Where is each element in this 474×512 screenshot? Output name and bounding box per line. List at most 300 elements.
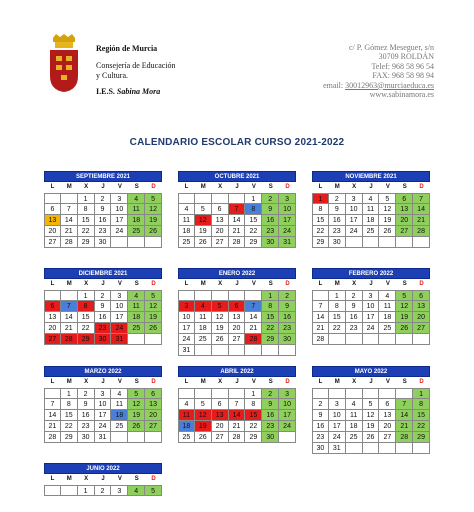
day-cell: 1 [78,485,95,496]
day-cell: 28 [61,237,78,248]
weekday-label: L [318,281,323,287]
day-cell: 2 [78,388,95,399]
day-cell: 4 [111,388,128,399]
day-cell: 23 [312,432,329,443]
empty-cell [413,237,430,248]
weekday-label: L [50,184,55,190]
month-calendar [178,268,296,356]
day-cell: 4 [178,399,195,410]
week-row [44,301,162,312]
day-cell: 20 [229,323,246,334]
weekday-header [312,377,430,388]
weekday-header [178,279,296,290]
empty-cell [145,432,162,443]
day-cell: 2 [279,290,296,301]
day-cell: 5 [379,193,396,204]
day-cell: 7 [312,301,329,312]
day-cell: 23 [329,226,346,237]
day-cell: 10 [363,301,380,312]
day-cell: 23 [262,226,279,237]
weekday-label: L [50,476,55,482]
day-cell: 25 [379,323,396,334]
weekday-label: X [84,379,89,385]
day-cell: 28 [229,432,246,443]
day-cell: 12 [195,215,212,226]
empty-cell [212,290,229,301]
day-cell: 21 [44,421,61,432]
day-cell: 30 [312,443,329,454]
empty-cell [396,388,413,399]
day-cell: 27 [229,334,246,345]
day-cell: 31 [279,237,296,248]
week-row [44,226,162,237]
day-cell: 12 [195,410,212,421]
day-cell: 22 [78,226,95,237]
weekday-label: V [117,379,122,385]
empty-cell [229,290,246,301]
weekday-label: J [235,184,239,190]
day-cell: 16 [312,421,329,432]
week-row [178,215,296,226]
weekday-label: X [84,184,89,190]
empty-cell [44,290,61,301]
empty-cell [212,388,229,399]
day-cell: 9 [262,204,279,215]
day-cell: 3 [111,290,128,301]
day-cell: 6 [44,301,61,312]
day-cell: 17 [279,410,296,421]
day-cell: 5 [145,485,162,496]
week-row [44,421,162,432]
empty-cell [329,334,346,345]
day-cell: 25 [178,432,195,443]
day-cell: 16 [329,215,346,226]
day-cell: 6 [212,399,229,410]
day-cell: 29 [245,432,262,443]
day-cell: 27 [379,432,396,443]
day-cell: 22 [312,226,329,237]
day-cell: 4 [346,399,363,410]
day-grid [44,485,162,496]
day-cell: 6 [413,290,430,301]
day-cell: 3 [111,485,128,496]
day-cell: 17 [111,312,128,323]
day-cell: 3 [346,193,363,204]
day-cell: 26 [145,226,162,237]
weekday-label: D [285,184,290,190]
day-cell: 26 [396,323,413,334]
day-cell: 1 [78,290,95,301]
day-cell: 25 [128,323,145,334]
month-title: NOVIEMBRE 2021 [312,171,430,182]
day-cell: 15 [245,410,262,421]
empty-cell [279,432,296,443]
weekday-label: X [352,379,357,385]
month-calendar [44,366,162,443]
day-cell: 16 [95,215,112,226]
day-cell: 15 [78,215,95,226]
day-cell: 12 [128,399,145,410]
weekday-label: D [419,281,424,287]
day-cell: 7 [245,301,262,312]
weekday-header [44,279,162,290]
day-cell: 20 [44,323,61,334]
weekday-label: J [101,379,105,385]
website[interactable]: www.sabinamora.es [369,90,434,100]
day-cell: 27 [212,432,229,443]
empty-cell [44,388,61,399]
weekday-label: M [200,184,206,190]
day-cell: 31 [95,432,112,443]
day-cell: 22 [413,421,430,432]
day-cell: 9 [312,410,329,421]
day-cell: 18 [379,312,396,323]
day-cell: 23 [78,421,95,432]
day-cell: 20 [44,226,61,237]
day-cell: 28 [61,334,78,345]
day-cell: 28 [312,334,329,345]
day-cell: 12 [145,204,162,215]
day-cell: 29 [78,237,95,248]
day-cell: 29 [245,237,262,248]
day-cell: 7 [396,399,413,410]
week-row [44,410,162,421]
week-row [312,226,430,237]
day-cell: 11 [195,312,212,323]
day-cell: 8 [78,204,95,215]
empty-cell [396,237,413,248]
day-cell: 23 [262,421,279,432]
empty-cell [312,388,329,399]
day-cell: 12 [379,204,396,215]
day-cell: 19 [396,312,413,323]
empty-cell [346,443,363,454]
day-cell: 24 [279,226,296,237]
day-cell: 15 [312,215,329,226]
day-cell: 28 [413,226,430,237]
day-cell: 1 [61,388,78,399]
empty-cell [379,388,396,399]
empty-cell [346,334,363,345]
day-cell: 19 [145,215,162,226]
empty-cell [245,345,262,356]
weekday-label: X [218,281,223,287]
day-cell: 19 [145,312,162,323]
day-cell: 14 [44,410,61,421]
day-cell: 5 [212,301,229,312]
day-cell: 14 [245,312,262,323]
day-cell: 8 [245,399,262,410]
week-row [178,334,296,345]
day-cell: 19 [363,421,380,432]
month-calendar [44,268,162,345]
contact-block [323,43,434,99]
empty-cell [195,345,212,356]
empty-cell [145,334,162,345]
day-cell: 30 [95,334,112,345]
day-cell: 21 [312,323,329,334]
weekday-label: V [117,184,122,190]
day-cell: 25 [178,237,195,248]
day-cell: 21 [229,421,246,432]
day-cell: 7 [44,399,61,410]
weekday-header [178,182,296,193]
weekday-label: V [117,476,122,482]
weekday-label: J [101,476,105,482]
day-cell: 28 [44,432,61,443]
weekday-label: M [200,379,206,385]
weekday-label: S [134,184,139,190]
day-cell: 18 [178,226,195,237]
day-cell: 28 [396,432,413,443]
day-cell: 21 [413,215,430,226]
weekday-label: J [235,379,239,385]
day-cell: 12 [396,301,413,312]
week-row [178,410,296,421]
email-link[interactable]: 30012963@murciaeduca.es [345,80,434,90]
day-cell: 1 [245,388,262,399]
day-cell: 2 [312,399,329,410]
day-cell: 29 [413,432,430,443]
day-cell: 8 [78,301,95,312]
weekday-label: J [369,184,373,190]
day-cell: 8 [413,399,430,410]
day-cell: 14 [229,215,246,226]
empty-cell [346,388,363,399]
day-cell: 8 [329,301,346,312]
week-row [312,237,430,248]
day-cell: 16 [346,312,363,323]
day-cell: 14 [396,410,413,421]
month-calendar [44,463,162,496]
day-cell: 13 [413,301,430,312]
day-cell: 23 [95,226,112,237]
day-cell: 19 [379,215,396,226]
day-cell: 9 [346,301,363,312]
month-title: JUNIO 2022 [44,463,162,474]
day-cell: 5 [195,204,212,215]
day-cell: 16 [279,312,296,323]
month-title: OCTUBRE 2021 [178,171,296,182]
day-cell: 14 [61,215,78,226]
week-row [44,237,162,248]
weekday-label: V [117,281,122,287]
day-cell: 2 [95,485,112,496]
weekday-label: D [285,281,290,287]
day-cell: 18 [128,215,145,226]
empty-cell [128,334,145,345]
day-cell: 2 [95,290,112,301]
day-cell: 1 [312,193,329,204]
week-row [312,323,430,334]
day-cell: 6 [379,399,396,410]
day-cell: 24 [111,226,128,237]
week-row [312,301,430,312]
empty-cell [363,388,380,399]
month-title: DICIEMBRE 2021 [44,268,162,279]
empty-cell [212,193,229,204]
day-cell: 5 [363,399,380,410]
weekday-label: V [385,281,390,287]
day-cell: 20 [413,312,430,323]
school-name: I.E.S. Sabina Mora [96,87,161,96]
day-cell: 27 [44,237,61,248]
day-cell: 27 [396,226,413,237]
weekday-header [44,474,162,485]
day-cell: 30 [78,432,95,443]
day-cell: 1 [413,388,430,399]
empty-cell [229,193,246,204]
day-cell: 1 [78,193,95,204]
day-cell: 26 [195,432,212,443]
empty-cell [229,345,246,356]
day-cell: 10 [95,399,112,410]
weekday-label: X [84,281,89,287]
empty-cell [212,345,229,356]
day-cell: 2 [95,193,112,204]
day-cell: 16 [262,215,279,226]
month-title: SEPTIEMBRE 2021 [44,171,162,182]
day-cell: 25 [363,226,380,237]
empty-cell [363,237,380,248]
day-cell: 14 [312,312,329,323]
weekday-label: X [218,184,223,190]
consejeria-line-2: y Cultura. [96,71,128,80]
day-cell: 3 [363,290,380,301]
fax: FAX: 968 58 98 94 [372,71,434,81]
day-cell: 3 [329,399,346,410]
day-cell: 10 [346,204,363,215]
weekday-label: V [251,281,256,287]
empty-cell [413,443,430,454]
weekday-label: D [151,184,156,190]
day-cell: 17 [329,421,346,432]
day-cell: 13 [212,215,229,226]
weekday-label: S [402,281,407,287]
day-cell: 3 [279,388,296,399]
day-cell: 2 [262,388,279,399]
day-cell: 31 [111,334,128,345]
weekday-label: M [334,281,340,287]
empty-cell [363,443,380,454]
day-cell: 31 [329,443,346,454]
day-cell: 15 [245,215,262,226]
day-cell: 26 [145,323,162,334]
day-cell: 17 [363,312,380,323]
empty-cell [195,388,212,399]
day-cell: 13 [44,215,61,226]
week-row [178,399,296,410]
day-cell: 8 [245,204,262,215]
day-cell: 24 [279,421,296,432]
day-cell: 19 [128,410,145,421]
empty-cell [396,443,413,454]
day-cell: 15 [78,312,95,323]
empty-cell [329,388,346,399]
week-row [178,421,296,432]
day-cell: 19 [195,421,212,432]
weekday-label: D [151,379,156,385]
day-cell: 24 [95,421,112,432]
weekday-label: D [285,379,290,385]
weekday-label: S [402,379,407,385]
day-cell: 13 [145,399,162,410]
empty-cell [61,290,78,301]
day-cell: 19 [195,226,212,237]
day-cell: 4 [128,193,145,204]
weekday-header [312,279,430,290]
weekday-label: M [66,281,72,287]
day-cell: 5 [396,290,413,301]
empty-cell [178,388,195,399]
day-cell: 22 [329,323,346,334]
month-calendar [312,171,430,248]
month-title: ENERO 2022 [178,268,296,279]
empty-cell [279,345,296,356]
day-cell: 26 [363,432,380,443]
week-row [44,334,162,345]
week-row [178,432,296,443]
day-cell: 18 [363,215,380,226]
empty-cell [363,334,380,345]
day-cell: 9 [95,301,112,312]
day-cell: 8 [61,399,78,410]
day-cell: 15 [61,410,78,421]
day-cell: 7 [61,204,78,215]
day-cell: 3 [279,193,296,204]
week-row [44,312,162,323]
day-cell: 30 [279,334,296,345]
day-cell: 10 [279,204,296,215]
day-cell: 14 [229,410,246,421]
week-row [44,485,162,496]
day-cell: 15 [329,312,346,323]
week-row [44,215,162,226]
empty-cell [111,432,128,443]
day-cell: 3 [111,193,128,204]
day-cell: 16 [78,410,95,421]
day-cell: 17 [346,215,363,226]
week-row [178,312,296,323]
region-crest-icon [46,34,82,94]
weekday-label: L [318,379,323,385]
day-cell: 5 [128,388,145,399]
phone: Telef: 968 58 96 54 [371,61,434,71]
month-calendar [178,366,296,443]
week-row [178,226,296,237]
week-row [312,312,430,323]
day-cell: 13 [212,410,229,421]
day-cell: 30 [262,432,279,443]
weekday-label: L [184,379,189,385]
empty-cell [61,193,78,204]
weekday-label: S [134,379,139,385]
day-grid [44,193,162,248]
weekday-header [178,377,296,388]
day-cell: 3 [95,388,112,399]
weekday-label: L [50,281,55,287]
weekday-header [312,182,430,193]
week-row [312,443,430,454]
week-row [178,388,296,399]
weekday-label: V [251,379,256,385]
month-calendar [44,171,162,248]
day-cell: 19 [212,323,229,334]
day-cell: 2 [329,193,346,204]
day-cell: 21 [61,226,78,237]
day-cell: 6 [212,204,229,215]
day-cell: 27 [413,323,430,334]
